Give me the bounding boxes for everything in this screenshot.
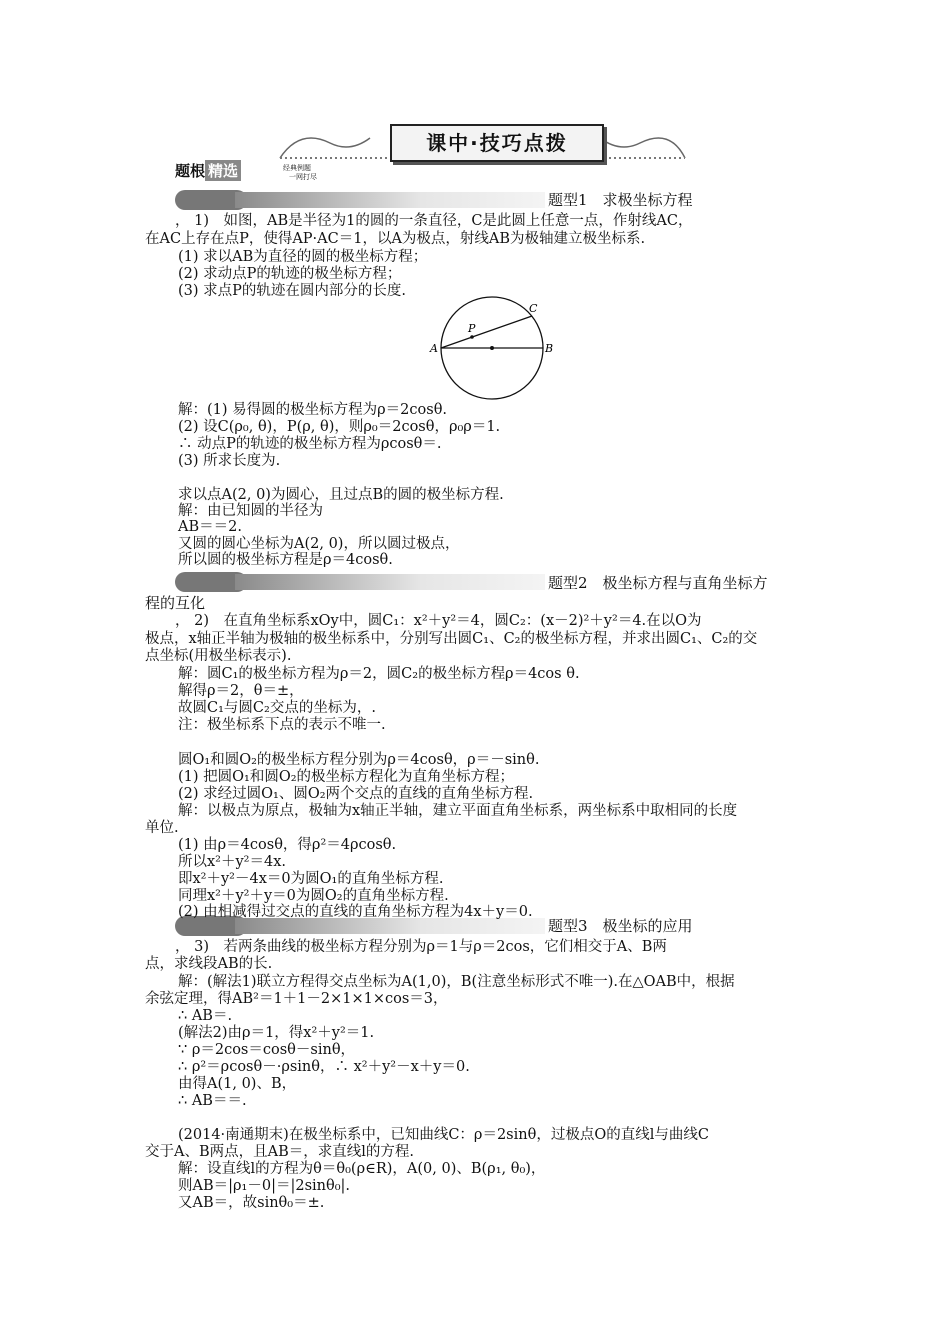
text-line: ， 1) 如图，AB是半径为1的圆的一条直径，C是此圆上任意一点，作射线AC， (175, 213, 693, 229)
circle-figure (428, 295, 568, 405)
text-line: 所以x²＋y²＝4x. (178, 854, 287, 870)
text-line: 点坐标(用极坐标表示). (145, 648, 292, 664)
text-line: (1) 把圆O₁和圆O₂的极坐标方程化为直角坐标方程； (178, 769, 515, 785)
section-title-1: 题型1 求极坐标方程 (548, 191, 693, 209)
text-line: 所以圆的极坐标方程是ρ＝4cosθ. (178, 552, 393, 568)
text-line: 解：由已知圆的半径为 (178, 503, 323, 519)
text-line: ， 3) 若两条曲线的极坐标方程分别为ρ＝1与ρ＝2cos，它们相交于A、B两 (175, 939, 667, 955)
text-line: ∵ ρ＝2cos＝cosθ－sinθ， (178, 1042, 356, 1058)
section-banner (270, 118, 690, 170)
ray-ac (441, 316, 532, 348)
text-line: 解：圆C₁的极坐标方程为ρ＝2，圆C₂的极坐标方程ρ＝4cos θ. (178, 666, 580, 682)
text-line: 余弦定理，得AB²＝1＋1－2×1×1×cos＝3， (145, 991, 448, 1007)
text-line: AB＝＝2. (178, 519, 242, 535)
section-title-2: 题型2 极坐标方程与直角坐标方 (548, 574, 768, 592)
label-a: A (430, 342, 438, 355)
label-c: C (529, 302, 538, 315)
text-line: 解：设直线l的方程为θ＝θ₀(ρ∈R)，A(0, 0)、B(ρ₁, θ₀)， (178, 1161, 546, 1177)
label-p: P (468, 322, 476, 335)
text-line: (2) 设C(ρ₀, θ)，P(ρ, θ)，则ρ₀＝2cosθ，ρ₀ρ＝1. (178, 419, 501, 435)
text-line: (解法2)由ρ＝1，得x²＋y²＝1. (178, 1025, 375, 1041)
text-line: ∴ ρ²＝ρcosθ－·ρsinθ，∴ x²＋y²－x＋y＝0. (178, 1059, 470, 1075)
text-line: 解：以极点为原点，极轴为x轴正半轴，建立平面直角坐标系，两坐标系中取相同的长度 (178, 803, 738, 819)
text-line: 极点，x轴正半轴为极轴的极坐标系中，分别写出圆C₁、C₂的极坐标方程，并求出圆C₁、C₂的交 (145, 631, 758, 647)
text-line: 单位. (145, 820, 179, 836)
tag-small (283, 164, 317, 182)
banner-title: 课中·技巧点拨 (390, 124, 604, 162)
point-p (470, 335, 474, 339)
text-line: (2014·南通期末)在极坐标系中，已知曲线C：ρ＝2sinθ，过极点O的直线l与曲线C (178, 1127, 709, 1143)
text-line: (3) 求点P的轨迹在圆内部分的长度. (178, 283, 407, 299)
text-line: 注：极坐标系下点的表示不唯一. (178, 717, 386, 733)
text-line: 又AB＝，故sinθ₀＝±. (178, 1195, 325, 1211)
text-line: 求以点A(2, 0)为圆心，且过点B的圆的极坐标方程. (178, 487, 504, 503)
tag-small-2: 一网打尽 (289, 173, 317, 181)
text-line: 点，求线段AB的长. (145, 956, 273, 972)
text-line: 交于A、B两点，且AB＝，求直线l的方程. (145, 1144, 414, 1160)
tag-small-1: 经典例题 (283, 164, 311, 172)
text-line: 由得A(1, 0)、B， (178, 1076, 297, 1092)
section-title-3: 题型3 极坐标的应用 (548, 917, 693, 935)
tag-left: 题根 (175, 162, 206, 180)
text-line: 圆O₁和圆O₂的极坐标方程分别为ρ＝4cosθ，ρ＝－sinθ. (178, 752, 540, 768)
section-bar-2 (175, 572, 545, 592)
text-line: 解：(解法1)联立方程得交点坐标为A(1,0)，B(注意坐标形式不唯一).在△OAB中，根据 (178, 974, 735, 990)
text-line: (2) 求经过圆O₁、圆O₂两个交点的直线的直角坐标方程. (178, 786, 534, 802)
center-point (490, 346, 494, 350)
tag-pill: 精选 (205, 160, 241, 181)
text-line: 则AB＝|ρ₁－0|＝|2sinθ₀|. (178, 1178, 351, 1194)
text-line: (2) 由相减得过交点的直线的直角坐标方程为4x＋y＝0. (178, 904, 533, 920)
section-title-2b: 程的互化 (145, 594, 206, 612)
text-line: 即x²＋y²－4x＝0为圆O₁的直角坐标方程. (178, 871, 444, 887)
section-bar-1 (175, 190, 545, 210)
text-line: (1) 求以AB为直径的圆的极坐标方程； (178, 249, 428, 265)
text-line: 又圆的圆心坐标为A(2, 0)，所以圆过极点， (178, 536, 460, 552)
text-line: 解：(1) 易得圆的极坐标方程为ρ＝2cosθ. (178, 402, 448, 418)
label-b: B (545, 342, 554, 355)
text-line: ∴ AB＝＝. (178, 1093, 247, 1109)
text-line: 在AC上存在点P，使得AP·AC＝1，以A为极点，射线AB为极轴建立极坐标系. (145, 231, 646, 247)
text-line: ∴ 动点P的轨迹的极坐标方程为ρcosθ＝. (178, 436, 442, 452)
text-line: ∴ AB＝. (178, 1008, 233, 1024)
text-line: (3) 所求长度为. (178, 453, 281, 469)
text-line: 故圆C₁与圆C₂交点的坐标为，. (178, 700, 376, 716)
text-line: ， 2) 在直角坐标系xOy中，圆C₁：x²＋y²＝4，圆C₂：(x－2)²＋y²＝4.在以O为 (175, 613, 702, 629)
text-line: (1) 由ρ＝4cosθ，得ρ²＝4ρcosθ. (178, 837, 397, 853)
text-line: (2) 求动点P的轨迹的极坐标方程； (178, 266, 402, 282)
tag-label (175, 160, 241, 181)
text-line: 同理x²＋y²＋y＝0为圆O₂的直角坐标方程. (178, 888, 449, 904)
text-line: 解得ρ＝2，θ＝±， (178, 683, 304, 699)
